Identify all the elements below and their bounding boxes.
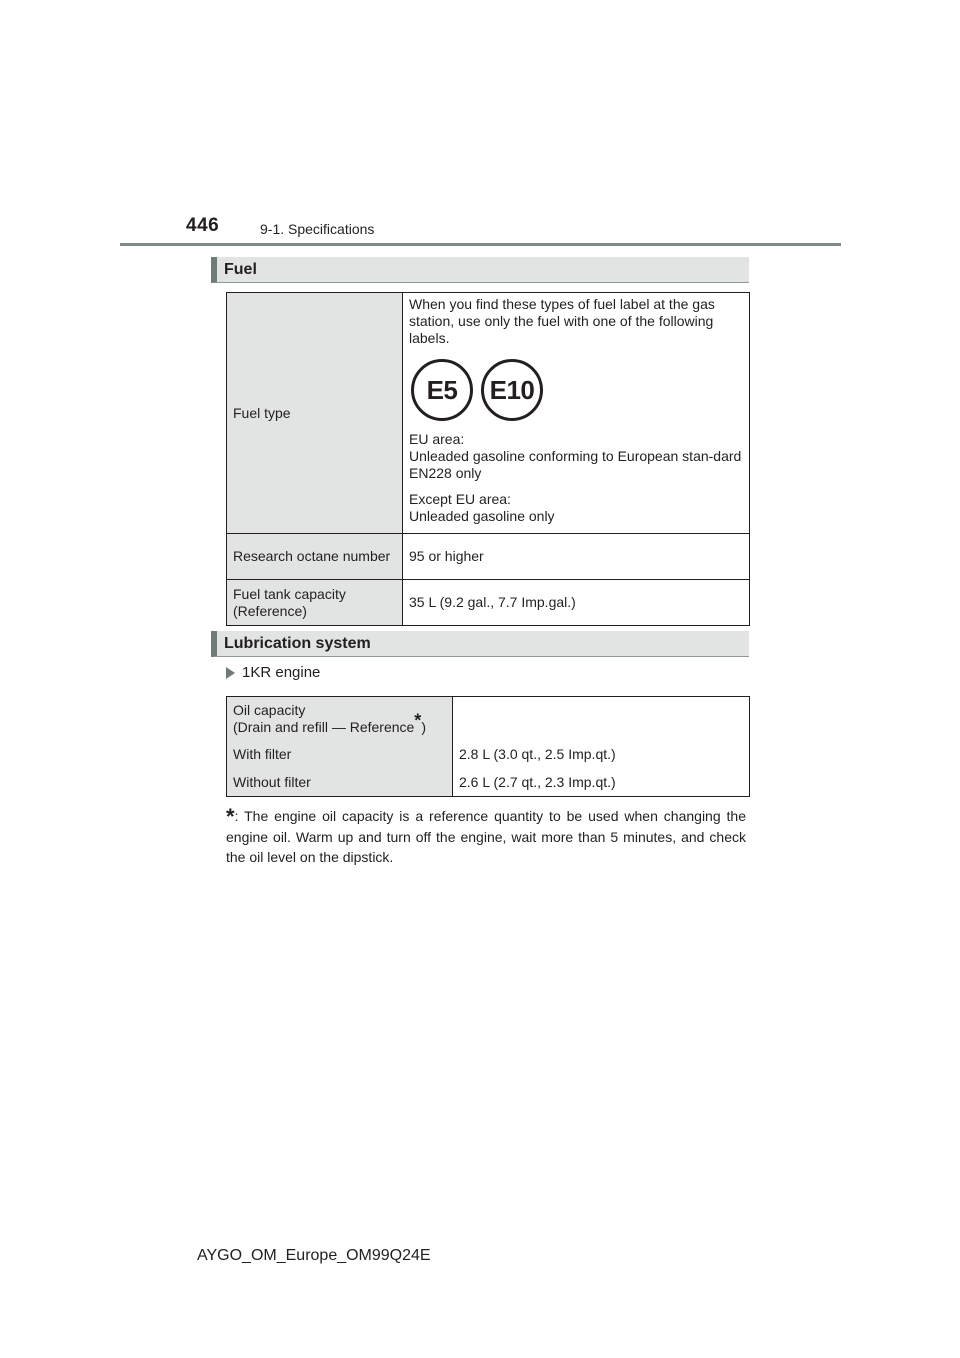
page-number: 446 (186, 215, 220, 236)
e10-badge: E10 (481, 359, 543, 421)
fuel-heading-bar (211, 257, 749, 283)
tank-capacity-label: Fuel tank capacity (Reference) (227, 580, 403, 626)
fuel-type-value (403, 293, 750, 534)
without-filter-label: Without filter (227, 769, 453, 797)
tank-capacity-value: 35 L (9.2 gal., 7.7 Imp.gal.) (403, 580, 750, 626)
non-eu-area-text: Unleaded gasoline only (409, 508, 555, 524)
table-row (227, 580, 750, 626)
triangle-bullet-icon (226, 667, 235, 679)
oil-capacity-line2: (Drain and refill — Reference (233, 718, 415, 735)
without-filter-value: 2.6 L (2.7 qt., 2.3 Imp.qt.) (453, 769, 750, 797)
eu-area-text: Unleaded gasoline conforming to European stan-dard EN228 only (409, 448, 742, 481)
table-row (227, 769, 750, 797)
with-filter-value: 2.8 L (3.0 qt., 2.5 Imp.qt.) (453, 741, 750, 769)
document-code: AYGO_OM_Europe_OM99Q24E (197, 1247, 431, 1264)
table-row (227, 293, 750, 534)
header-rule (120, 243, 841, 246)
engine-label: 1KR engine (242, 664, 321, 681)
with-filter-label: With filter (227, 741, 453, 769)
footnote-asterisk: * (226, 804, 235, 829)
oil-capacity-close: ) (421, 718, 426, 735)
footnote-text: : The engine oil capacity is a reference quantity to be used when changing the engine oil. Warm up and turn off the engine, wait more than 5 minutes, and check the oil level on the dipstick. (226, 808, 746, 865)
table-row (227, 534, 750, 580)
oil-capacity-label (227, 697, 453, 741)
table-row (227, 741, 750, 769)
e5-badge: E5 (411, 359, 473, 421)
lubrication-heading: Lubrication system (224, 635, 371, 652)
fuel-type-label: Fuel type (227, 293, 403, 534)
oil-footnote (226, 806, 746, 867)
fuel-label-badges (411, 359, 743, 421)
section-title: 9-1. Specifications (260, 221, 375, 237)
oil-capacity-empty (453, 697, 750, 741)
eu-area-title: EU area: (409, 431, 465, 447)
fuel-table (226, 292, 750, 626)
table-row (227, 697, 750, 741)
oil-capacity-line1: Oil capacity (233, 701, 306, 718)
oil-table (226, 696, 750, 797)
non-eu-area-title: Except EU area: (409, 491, 511, 507)
fuel-heading: Fuel (224, 261, 257, 278)
octane-value: 95 or higher (403, 534, 750, 580)
fuel-type-intro: When you find these types of fuel label at the gas station, use only the fuel with one of the following labels. (409, 296, 715, 346)
octane-label: Research octane number (227, 534, 403, 580)
reference-asterisk: * (414, 710, 422, 731)
lubrication-heading-bar (211, 631, 749, 657)
engine-bullet (226, 664, 320, 681)
